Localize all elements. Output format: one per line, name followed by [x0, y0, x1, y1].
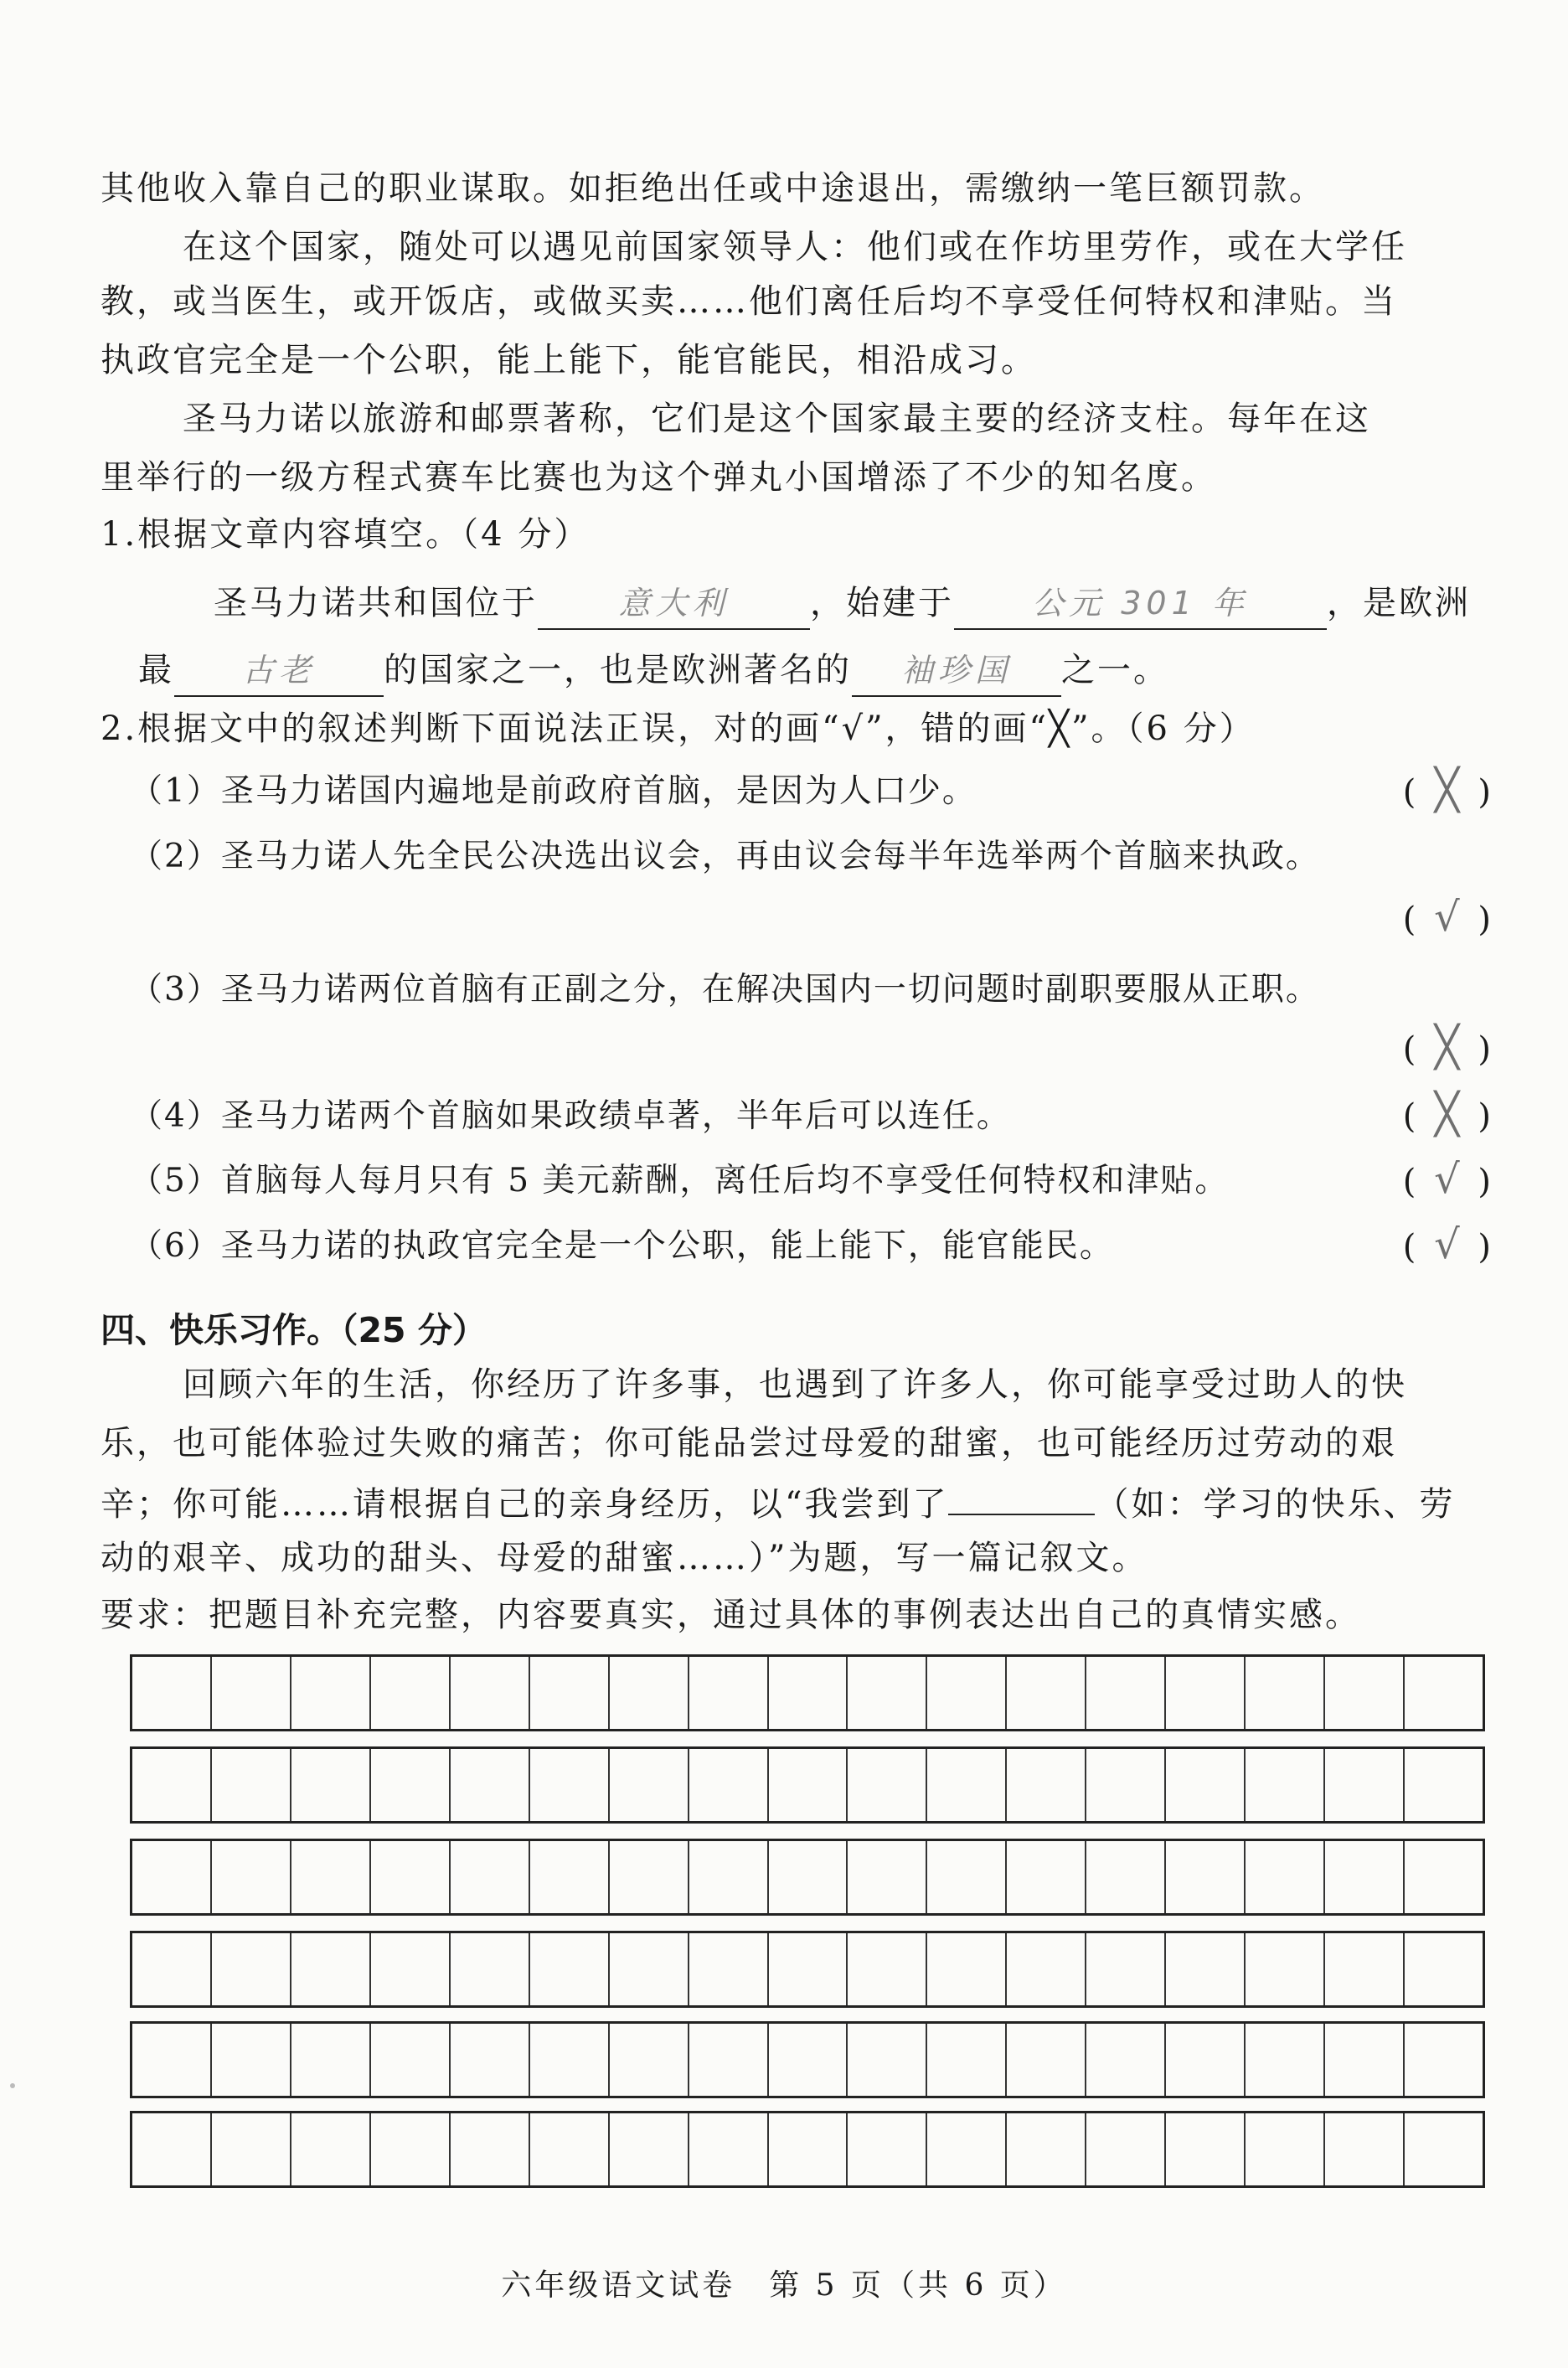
grid-cell[interactable] — [291, 1657, 371, 1729]
grid-cell[interactable] — [371, 2113, 451, 2185]
passage-line: 圣马力诺以旅游和邮票著称，它们是这个国家最主要的经济支柱。每年在这 — [183, 400, 1371, 438]
passage-line: 其他收入靠自己的职业谋取。如拒绝出任或中途退出，需缴纳一笔巨额罚款。 — [101, 169, 1325, 208]
grid-cell[interactable] — [212, 1749, 291, 1821]
grid-cell[interactable] — [1007, 1657, 1086, 1729]
judgment-answer-2[interactable]: ( √ ) — [1402, 894, 1494, 941]
grid-cell[interactable] — [1246, 2113, 1325, 2185]
grid-cell[interactable] — [927, 1841, 1007, 1913]
grid-cell[interactable] — [291, 2113, 371, 2185]
grid-cell[interactable] — [1166, 1841, 1246, 1913]
grid-cell[interactable] — [848, 1749, 927, 1821]
q1-text: 圣马力诺共和国位于 — [214, 584, 538, 622]
grid-cell[interactable] — [451, 1933, 530, 2005]
prompt-line: 动的艰辛、成功的甜头、母爱的甜蜜……）”为题，写一篇记叙文。 — [101, 1539, 1148, 1577]
grid-cell[interactable] — [848, 1657, 927, 1729]
grid-cell[interactable] — [927, 2113, 1007, 2185]
grid-cell[interactable] — [530, 2113, 610, 2185]
title-blank[interactable] — [948, 1477, 1095, 1515]
grid-cell[interactable] — [769, 1657, 848, 1729]
judgment-answer-3[interactable]: ( ╳ ) — [1402, 1024, 1494, 1071]
cross-mark-icon: ╳ — [1434, 766, 1462, 813]
cross-mark-icon: ╳ — [1434, 1024, 1462, 1071]
grid-cell[interactable] — [848, 1933, 927, 2005]
grid-cell[interactable] — [132, 1749, 212, 1821]
grid-cell[interactable] — [451, 2024, 530, 2096]
grid-cell[interactable] — [1166, 1749, 1246, 1821]
judgment-item-2: （2）圣马力诺人先全民公决选出议会，再由议会每半年选举两个首脑来执政。 — [130, 838, 1320, 875]
grid-cell[interactable] — [927, 2024, 1007, 2096]
grid-cell[interactable] — [610, 2024, 689, 2096]
grid-cell[interactable] — [132, 2113, 212, 2185]
judgment-item-5: （5）首脑每人每月只有 5 美元薪酬，离任后均不享受任何特权和津贴。 — [130, 1162, 1230, 1199]
grid-cell[interactable] — [132, 1841, 212, 1913]
grid-cell[interactable] — [1246, 2024, 1325, 2096]
grid-cell[interactable] — [212, 2113, 291, 2185]
grid-cell[interactable] — [1166, 2024, 1246, 2096]
scan-speck — [10, 2083, 15, 2088]
grid-cell[interactable] — [212, 1841, 291, 1913]
grid-cell[interactable] — [689, 1749, 769, 1821]
grid-cell[interactable] — [610, 1657, 689, 1729]
page-footer: 六年级语文试卷 第 5 页（共 6 页） — [501, 2268, 1067, 2303]
grid-cell[interactable] — [451, 2113, 530, 2185]
passage-line: 执政官完全是一个公职，能上能下，能官能民，相沿成习。 — [101, 341, 1037, 379]
grid-cell[interactable] — [212, 1933, 291, 2005]
q1-answer-blank[interactable]: 袖珍国 — [852, 645, 1061, 697]
requirement-text: 要求：把题目补充完整，内容要真实，通过具体的事例表达出自己的真情实感。 — [101, 1596, 1361, 1634]
q1-text: ，是欧洲 — [1327, 584, 1471, 622]
passage-line: 在这个国家，随处可以遇见前国家领导人：他们或在作坊里劳作，或在大学任 — [183, 228, 1407, 266]
grid-row[interactable] — [130, 1654, 1485, 1731]
grid-cell[interactable] — [1007, 2113, 1086, 2185]
q1-text: ，始建于 — [810, 584, 954, 622]
grid-cell[interactable] — [291, 1749, 371, 1821]
grid-cell[interactable] — [291, 2024, 371, 2096]
grid-cell[interactable] — [451, 1749, 530, 1821]
grid-row[interactable] — [130, 1839, 1485, 1916]
grid-cell[interactable] — [291, 1933, 371, 2005]
grid-cell[interactable] — [1246, 1749, 1325, 1821]
prompt-line: 乐，也可能体验过失败的痛苦；你可能品尝过母爱的甜蜜，也可能经历过劳动的艰 — [101, 1424, 1397, 1463]
grid-cell[interactable] — [1007, 1933, 1086, 2005]
question-1-fill-line-1 — [214, 578, 1504, 630]
check-mark-icon: √ — [1434, 1221, 1463, 1268]
judgment-answer-6[interactable]: ( √ ) — [1402, 1221, 1494, 1268]
prompt-line: 回顾六年的生活，你经历了许多事，也遇到了许多人，你可能享受过助人的快 — [183, 1365, 1407, 1404]
grid-cell[interactable] — [1086, 2113, 1166, 2185]
grid-cell[interactable] — [610, 1933, 689, 2005]
grid-cell[interactable] — [530, 1933, 610, 2005]
grid-cell[interactable] — [1405, 1933, 1483, 2005]
grid-cell[interactable] — [689, 1933, 769, 2005]
judgment-item-1: （1）圣马力诺国内遍地是前政府首脑，是因为人口少。 — [130, 772, 977, 810]
cross-mark-icon: ╳ — [1434, 1091, 1462, 1138]
grid-cell[interactable] — [1246, 1933, 1325, 2005]
grid-cell[interactable] — [530, 1749, 610, 1821]
grid-cell[interactable] — [848, 2024, 927, 2096]
grid-cell[interactable] — [1246, 1657, 1325, 1729]
grid-cell[interactable] — [848, 2113, 927, 2185]
q1-answer-blank[interactable]: 公元 301 年 — [954, 578, 1327, 630]
grid-cell[interactable] — [1166, 1657, 1246, 1729]
prompt-line-with-blank — [101, 1477, 1508, 1530]
grid-cell[interactable] — [1086, 1657, 1166, 1729]
grid-cell[interactable] — [371, 2024, 451, 2096]
grid-cell[interactable] — [1086, 1841, 1166, 1913]
grid-row[interactable] — [130, 1931, 1485, 2008]
grid-cell[interactable] — [1405, 2024, 1483, 2096]
grid-cell[interactable] — [1166, 2113, 1246, 2185]
grid-cell[interactable] — [132, 1657, 212, 1729]
judgment-item-6: （6）圣马力诺的执政官完全是一个公职，能上能下，能官能民。 — [130, 1227, 1114, 1265]
passage-line: 里举行的一级方程式赛车比赛也为这个弹丸小国增添了不少的知名度。 — [101, 458, 1217, 497]
grid-cell[interactable] — [1405, 1657, 1483, 1729]
question-2-title: 2.根据文中的叙述判断下面说法正误，对的画“√”，错的画“╳”。（6 分） — [101, 709, 1256, 748]
grid-row[interactable] — [130, 1746, 1485, 1824]
grid-cell[interactable] — [1007, 2024, 1086, 2096]
check-mark-icon: √ — [1434, 1156, 1463, 1203]
grid-cell[interactable] — [769, 1841, 848, 1913]
grid-cell[interactable] — [530, 1657, 610, 1729]
q1-text: 之一。 — [1061, 651, 1169, 689]
grid-cell[interactable] — [927, 1657, 1007, 1729]
grid-row[interactable] — [130, 2021, 1485, 2098]
judgment-item-3: （3）圣马力诺两位首脑有正副之分，在解决国内一切问题时副职要服从正职。 — [130, 971, 1320, 1009]
grid-cell[interactable] — [371, 1657, 451, 1729]
q1-answer-blank[interactable]: 古老 — [174, 645, 384, 697]
grid-cell[interactable] — [689, 2113, 769, 2185]
grid-cell[interactable] — [769, 1749, 848, 1821]
grid-cell[interactable] — [1325, 1657, 1405, 1729]
question-1-fill-line-2 — [138, 645, 1504, 697]
grid-cell[interactable] — [530, 2024, 610, 2096]
grid-cell[interactable] — [132, 1933, 212, 2005]
grid-cell[interactable] — [212, 1657, 291, 1729]
grid-cell[interactable] — [689, 2024, 769, 2096]
section-4-title: 四、快乐习作。（25 分） — [101, 1310, 487, 1350]
grid-cell[interactable] — [1325, 2113, 1405, 2185]
q1-text: 的国家之一，也是欧洲著名的 — [384, 651, 852, 689]
grid-cell[interactable] — [769, 2024, 848, 2096]
grid-cell[interactable] — [610, 1749, 689, 1821]
grid-cell[interactable] — [1166, 1933, 1246, 2005]
question-1-title: 1.根据文章内容填空。（4 分） — [101, 515, 591, 554]
grid-cell[interactable] — [1007, 1749, 1086, 1821]
grid-cell[interactable] — [769, 1933, 848, 2005]
judgment-answer-1[interactable]: ( ╳ ) — [1402, 766, 1494, 813]
grid-cell[interactable] — [848, 1841, 927, 1913]
grid-cell[interactable] — [1007, 1841, 1086, 1913]
grid-cell[interactable] — [610, 2113, 689, 2185]
grid-cell[interactable] — [769, 2113, 848, 2185]
judgment-answer-5[interactable]: ( √ ) — [1402, 1156, 1494, 1203]
grid-cell[interactable] — [371, 1933, 451, 2005]
passage-line: 教，或当医生，或开饭店，或做买卖……他们离任后均不享受任何特权和津贴。当 — [101, 282, 1397, 321]
judgment-answer-4[interactable]: ( ╳ ) — [1402, 1091, 1494, 1138]
grid-cell[interactable] — [1325, 1933, 1405, 2005]
grid-cell[interactable] — [610, 1841, 689, 1913]
prompt-text: （如：学习的快乐、劳 — [1095, 1485, 1456, 1524]
grid-cell[interactable] — [1325, 2024, 1405, 2096]
q1-text: 最 — [138, 651, 174, 689]
grid-cell[interactable] — [371, 1841, 451, 1913]
prompt-text: 辛；你可能……请根据自己的亲身经历，以“我尝到了 — [101, 1485, 949, 1524]
grid-cell[interactable] — [530, 1841, 610, 1913]
judgment-item-4: （4）圣马力诺两个首脑如果政绩卓著，半年后可以连任。 — [130, 1097, 1011, 1135]
check-mark-icon: √ — [1434, 894, 1463, 941]
grid-cell[interactable] — [451, 1841, 530, 1913]
grid-cell[interactable] — [927, 1749, 1007, 1821]
grid-cell[interactable] — [132, 2024, 212, 2096]
grid-row[interactable] — [130, 2111, 1485, 2188]
grid-cell[interactable] — [371, 1749, 451, 1821]
grid-cell[interactable] — [1086, 2024, 1166, 2096]
grid-cell[interactable] — [927, 1933, 1007, 2005]
grid-cell[interactable] — [1405, 2113, 1483, 2185]
grid-cell[interactable] — [1325, 1749, 1405, 1821]
grid-cell[interactable] — [1325, 1841, 1405, 1913]
grid-cell[interactable] — [212, 2024, 291, 2096]
q1-answer-blank[interactable]: 意大利 — [538, 578, 810, 630]
grid-cell[interactable] — [1246, 1841, 1325, 1913]
grid-cell[interactable] — [689, 1841, 769, 1913]
grid-cell[interactable] — [291, 1841, 371, 1913]
grid-cell[interactable] — [1405, 1749, 1483, 1821]
grid-cell[interactable] — [1086, 1749, 1166, 1821]
grid-cell[interactable] — [451, 1657, 530, 1729]
grid-cell[interactable] — [689, 1657, 769, 1729]
grid-cell[interactable] — [1086, 1933, 1166, 2005]
grid-cell[interactable] — [1405, 1841, 1483, 1913]
